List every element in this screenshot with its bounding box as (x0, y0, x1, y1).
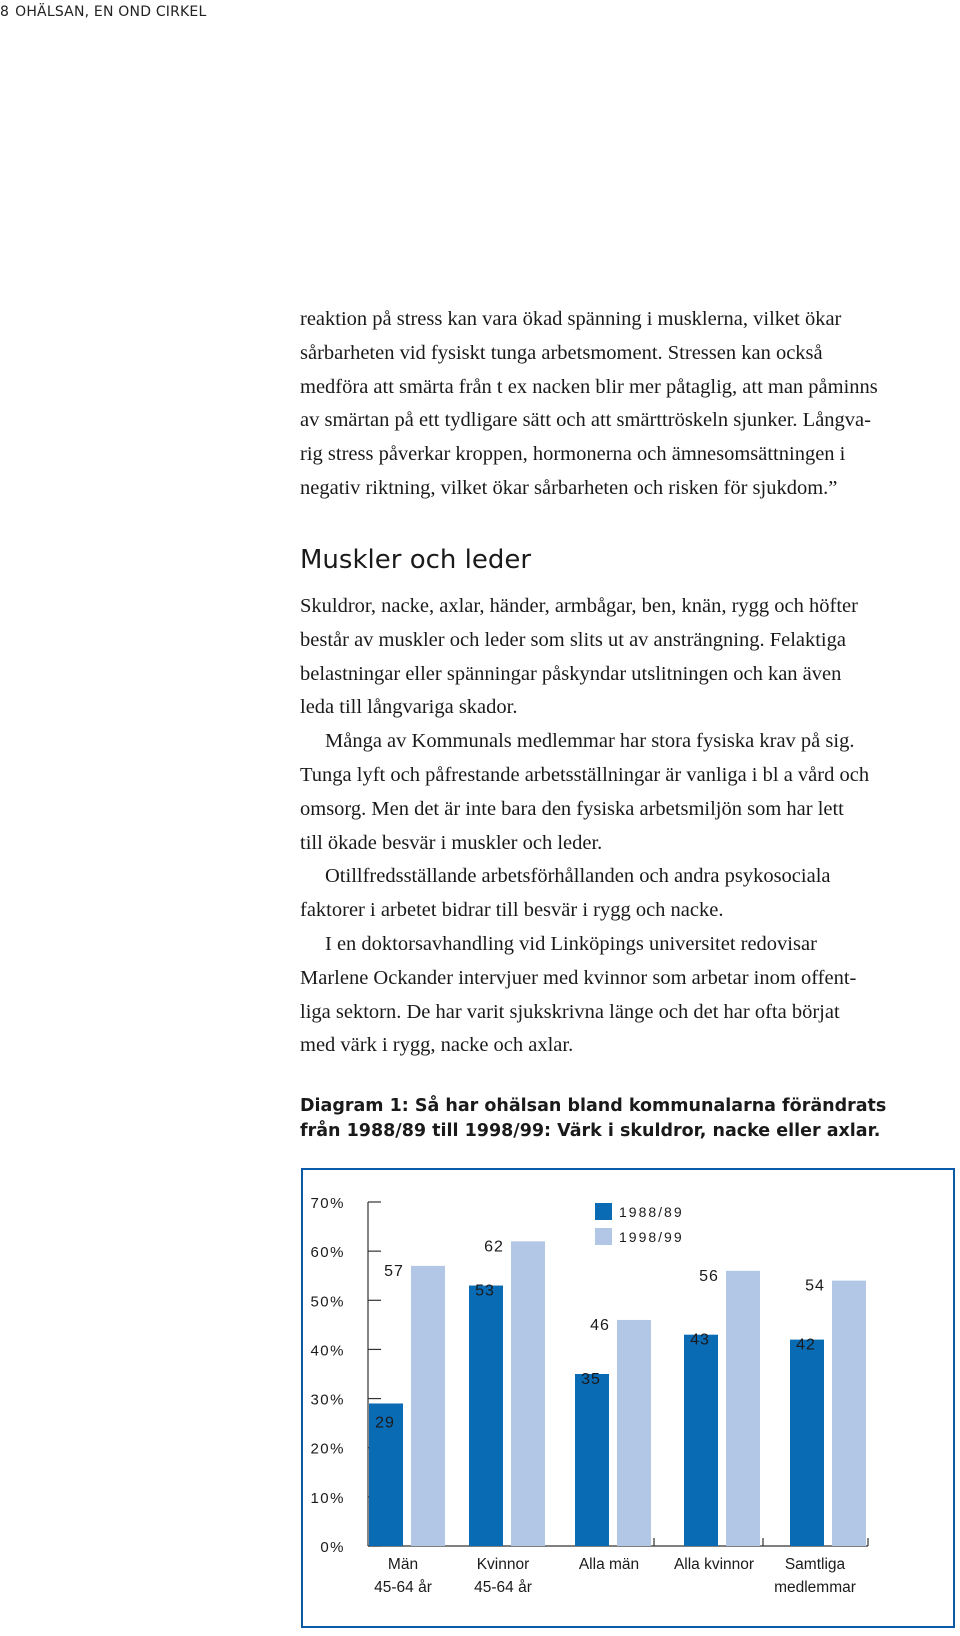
text-line: av smärtan på ett tydligare sätt och att smärttröskeln sjunker. Långva- (300, 409, 871, 432)
category-label: Alla kvinnor (673, 1556, 755, 1573)
legend-label: 1998/99 (619, 1229, 684, 1245)
text-line: sårbarheten vid fysiskt tunga arbetsmoment. Stressen kan också (300, 341, 823, 364)
text-line: Tunga lyft och påfrestande arbetsställningar är vanliga i bl a vård och (300, 763, 870, 786)
bar-value-label: 46 (590, 1316, 610, 1334)
bar-value-label: 29 (375, 1414, 395, 1432)
text-line: medföra att smärta från t ex nacken blir mer påtaglig, att man påminns (300, 375, 878, 398)
bar (684, 1335, 718, 1546)
category-label: medlemmar (774, 1579, 856, 1596)
text-line: leda till långvariga skador. (300, 696, 518, 719)
bar-chart (301, 1168, 955, 1628)
bar (726, 1271, 760, 1546)
text-line: omsorg. Men det är inte bara den fysiska arbetsmiljön som har lett (300, 797, 844, 820)
text-line: till ökade besvär i muskler och leder. (300, 831, 603, 854)
text-line: Skuldror, nacke, axlar, händer, armbågar, ben, knän, rygg och höfter (300, 595, 858, 617)
legend-swatch (595, 1228, 612, 1245)
y-tick-label: 70% (310, 1195, 345, 1212)
bar-value-label: 53 (475, 1282, 495, 1300)
bar (617, 1320, 651, 1546)
bar-value-label: 42 (796, 1336, 816, 1354)
category-label: Kvinnor (476, 1556, 530, 1573)
category-label: 45-64 år (374, 1579, 432, 1596)
section-title: OHÄLSAN, EN OND CIRKEL (15, 4, 207, 20)
bar-value-label: 62 (484, 1238, 504, 1256)
page-number: 8 (0, 4, 10, 20)
legend-label: 1988/89 (619, 1204, 684, 1220)
bar-value-label: 35 (581, 1371, 601, 1388)
bar-value-label: 57 (384, 1262, 404, 1280)
category-label: Män (387, 1556, 419, 1573)
bar (575, 1374, 609, 1546)
y-tick-label: 30% (310, 1391, 345, 1409)
intro-paragraph (300, 303, 960, 506)
text-line: faktorer i arbetet bidrar till besvär i rygg och nacke. (300, 899, 724, 922)
bar (469, 1286, 503, 1546)
text-line: består av muskler och leder som slits ut av ansträngning. Felaktiga (300, 628, 846, 651)
y-tick-label: 40% (310, 1342, 345, 1360)
caption-line: Diagram 1: Så har ohälsan bland kommunalarna förändrats (300, 1096, 887, 1116)
running-head (0, 4, 212, 20)
bar-value-label: 54 (805, 1277, 825, 1295)
bar-value-label: 43 (690, 1331, 710, 1349)
text-line: med värk i rygg, nacke och axlar. (300, 1034, 574, 1057)
section-heading: Muskler och leder (300, 545, 532, 575)
caption-line: från 1988/89 till 1998/99: Värk i skuldror, nacke eller axlar. (300, 1121, 881, 1141)
section-body (300, 590, 960, 1063)
category-label: 45-64 år (474, 1579, 532, 1596)
paragraph (300, 928, 960, 1063)
bar (511, 1241, 545, 1546)
legend-swatch (595, 1203, 612, 1220)
bar (790, 1340, 824, 1546)
chart-canvas (303, 1170, 957, 1630)
diagram-caption (300, 1094, 886, 1144)
bar-value-label: 56 (699, 1267, 719, 1285)
bar (832, 1281, 866, 1546)
text-line: Många av Kommunals medlemmar har stora fysiska krav på sig. (325, 730, 855, 753)
text-line: I en doktorsavhandling vid Linköpings universitet redovisar (325, 932, 817, 955)
y-tick-label: 60% (310, 1244, 345, 1262)
text-line: rig stress påverkar kroppen, hormonerna och ämnesomsättningen i (300, 443, 846, 466)
paragraph (300, 860, 960, 928)
y-tick-label: 10% (310, 1489, 345, 1507)
category-label: Samtliga (784, 1556, 846, 1573)
paragraph (300, 590, 960, 725)
y-tick-label: 0% (320, 1539, 345, 1556)
text-line: liga sektorn. De har varit sjukskrivna länge och det har ofta börjat (300, 1000, 840, 1023)
text-line: negativ riktning, vilket ökar sårbarheten och risken för sjukdom.” (300, 476, 838, 499)
text-line: reaktion på stress kan vara ökad spänning i musklerna, vilket ökar (300, 308, 842, 330)
bar (411, 1266, 445, 1546)
y-tick-label: 50% (310, 1293, 345, 1311)
text-line: Marlene Ockander intervjuer med kvinnor som arbetar inom offent- (300, 966, 857, 989)
text-line: Otillfredsställande arbetsförhållanden och andra psykosociala (325, 865, 831, 888)
y-tick-label: 20% (310, 1440, 345, 1458)
paragraph (300, 725, 960, 860)
category-label: Alla män (578, 1556, 640, 1573)
text-line: belastningar eller spänningar påskyndar utslitningen och kan även (300, 662, 842, 685)
